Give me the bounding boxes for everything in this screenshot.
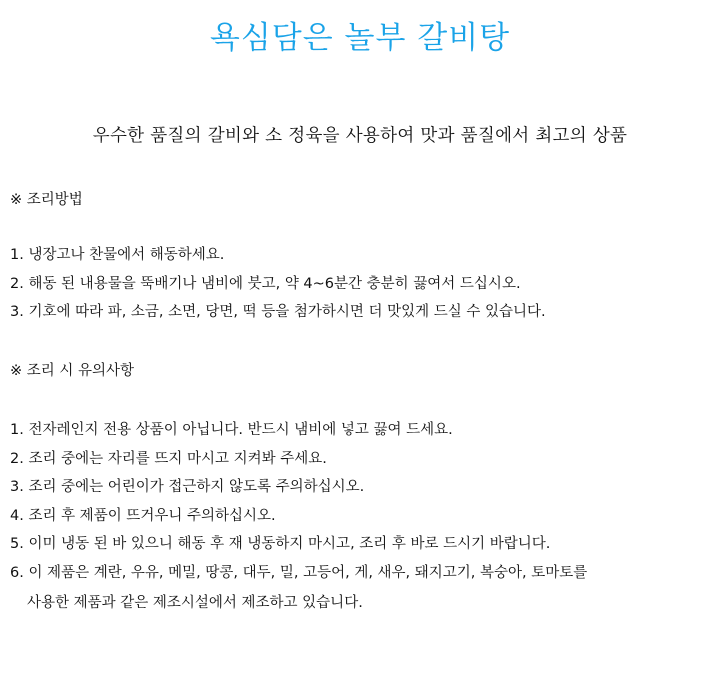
list-item: 2. 해동 된 내용물을 뚝배기나 냄비에 붓고, 약 4~6분간 충분히 끓여서 드십시오.: [10, 275, 521, 292]
list-item: 4. 조리 후 제품이 뜨거우니 주의하십시오.: [10, 507, 276, 524]
list-item: 3. 기호에 따라 파, 소금, 소면, 당면, 떡 등을 첨가하시면 더 맛있게 드실 수 있습니다.: [10, 304, 546, 321]
cooking-method-list: [10, 245, 546, 331]
allergen-line: 6. 이 제품은 계란, 우유, 메밀, 땅콩, 대두, 밀, 고등어, 게, 새우, 돼지고기, 복숭아, 토마토를: [10, 564, 588, 581]
cooking-precautions-list: [10, 420, 587, 613]
allergen-continuation: 사용한 제품과 같은 제조시설에서 제조하고 있습니다.: [27, 594, 363, 611]
list-item: 1. 냉장고나 찬물에서 해동하세요.: [10, 247, 225, 263]
cooking-method-heading: ※ 조리방법: [10, 192, 83, 208]
list-item: 3. 조리 중에는 어린이가 접근하지 않도록 주의하십시오.: [10, 479, 365, 496]
list-item: 2. 조리 중에는 자리를 뜨지 마시고 지켜봐 주세요.: [10, 450, 327, 467]
product-subtitle: 우수한 품질의 갈비와 소 정육을 사용하여 맛과 품질에서 최고의 상품: [92, 126, 628, 146]
cooking-precautions-heading: ※ 조리 시 유의사항: [10, 363, 135, 379]
list-item: 5. 이미 냉동 된 바 있으니 해동 후 재 냉동하지 마시고, 조리 후 바로 드시기 바랍니다.: [10, 536, 551, 553]
list-item-allergen: [10, 563, 587, 613]
product-title: 욕심담은 놀부 갈비탕: [209, 20, 511, 56]
list-item: 1. 전자레인지 전용 상품이 아닙니다. 반드시 냄비에 넣고 끓여 드세요.: [10, 422, 453, 438]
